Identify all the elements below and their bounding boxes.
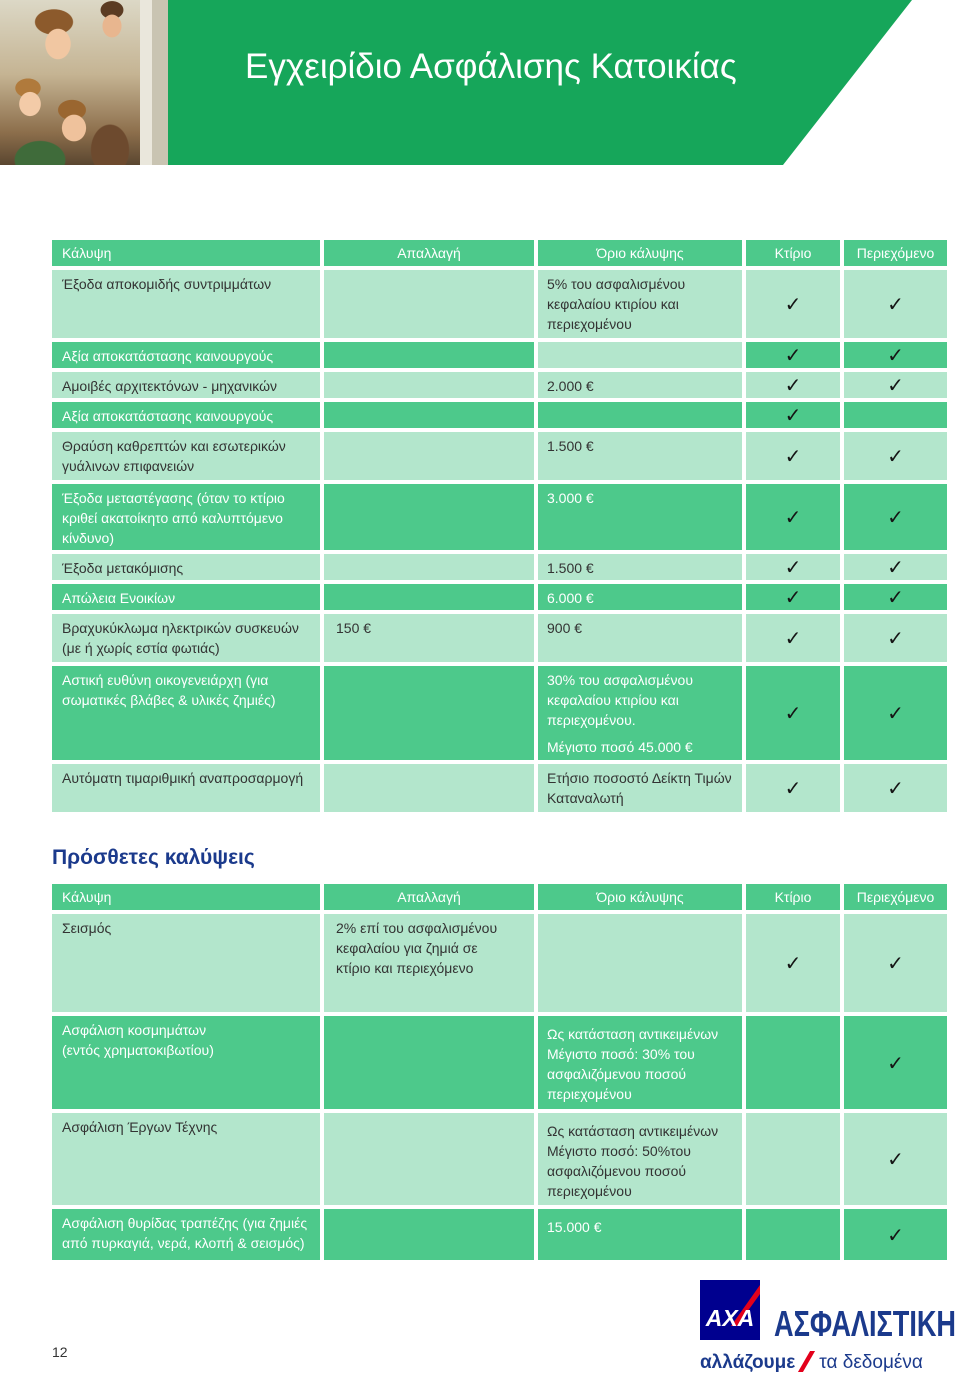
deductible-cell xyxy=(324,1209,534,1260)
contents-cell xyxy=(844,584,947,610)
building-cell xyxy=(746,270,840,338)
deductible-cell xyxy=(324,342,534,368)
contents-cell xyxy=(844,484,947,550)
building-cell xyxy=(746,584,840,610)
header-building: Κτίριο xyxy=(746,884,840,910)
coverage-cell: Σεισμός xyxy=(52,914,320,1012)
coverage-cell: Ασφάλιση κοσμημάτων (εντός χρηματοκιβωτίου) xyxy=(52,1016,320,1109)
limit-cell: 1.500 € xyxy=(538,432,742,480)
axa-logo xyxy=(700,1280,760,1340)
check-icon: ✓ xyxy=(784,505,802,529)
page-title: Εγχειρίδιο Ασφάλισης Κατοικίας xyxy=(245,47,737,86)
check-icon: ✓ xyxy=(887,1050,904,1075)
header-deductible: Απαλλαγή xyxy=(324,884,534,910)
check-icon: ✓ xyxy=(887,444,904,468)
contents-cell xyxy=(844,1016,947,1109)
coverage-cell: Αυτόματη τιμαριθμική αναπροσαρμογή xyxy=(52,764,320,812)
header-contents: Περιεχόμενο xyxy=(844,884,947,910)
building-cell xyxy=(746,342,840,368)
check-icon: ✓ xyxy=(887,951,904,975)
limit-cell xyxy=(538,914,742,1012)
brand-name-text: ΑΣΦΑΛΙΣΤΙΚΗ xyxy=(774,1306,956,1342)
coverage-cell: Βραχυκύκλωμα ηλεκτρικών συσκευών (με ή χωρίς εστία φωτιάς) xyxy=(52,614,320,662)
contents-cell xyxy=(844,914,947,1012)
limit-cell: 2.000 € xyxy=(538,372,742,398)
deductible-cell xyxy=(324,666,534,760)
building-cell xyxy=(746,914,840,1012)
check-icon: ✓ xyxy=(784,555,802,579)
limit-cell: Ως κατάσταση αντικειμένων Μέγιστο ποσό: 30% του ασφαλιζόμενου ποσού περιεχομένου xyxy=(538,1016,742,1109)
check-icon: ✓ xyxy=(887,1147,904,1171)
red-slash-icon xyxy=(798,1351,815,1372)
header-deductible: Απαλλαγή xyxy=(324,240,534,266)
building-cell xyxy=(746,554,840,580)
building-cell xyxy=(746,432,840,480)
coverage-cell: Έξοδα μετακόμισης xyxy=(52,554,320,580)
check-icon: ✓ xyxy=(784,373,802,397)
building-cell xyxy=(746,1016,840,1109)
contents-cell xyxy=(844,666,947,760)
limit-cell xyxy=(538,342,742,368)
coverage-cell: Απώλεια Ενοικίων xyxy=(52,584,320,610)
check-icon: ✓ xyxy=(784,585,802,609)
check-icon: ✓ xyxy=(887,292,904,316)
building-cell xyxy=(746,1209,840,1260)
header-contents: Περιεχόμενο xyxy=(844,240,947,266)
deductible-cell xyxy=(324,1113,534,1205)
limit-cell: 15.000 € xyxy=(538,1209,742,1260)
check-icon: ✓ xyxy=(887,1222,904,1247)
coverage-cell: Αμοιβές αρχιτεκτόνων - μηχανικών xyxy=(52,372,320,398)
check-icon: ✓ xyxy=(784,343,802,367)
contents-cell xyxy=(844,432,947,480)
section-title: Πρόσθετες καλύψεις xyxy=(52,846,255,869)
check-icon: ✓ xyxy=(784,403,802,427)
contents-cell xyxy=(844,1209,947,1260)
check-icon: ✓ xyxy=(784,776,802,800)
deductible-cell xyxy=(324,484,534,550)
header-coverage: Κάλυψη xyxy=(52,240,320,266)
contents-cell xyxy=(844,764,947,812)
coverage-cell: Θραύση καθρεπτών και εσωτερικών γυάλινων επιφανειών xyxy=(52,432,320,480)
deductible-cell xyxy=(324,402,534,428)
tagline-right: τα δεδομένα xyxy=(819,1352,923,1373)
limit-cell: Ως κατάσταση αντικειμένων Μέγιστο ποσό: 50%του ασφαλιζόμενου ποσού περιεχομένου xyxy=(538,1113,742,1205)
additional-coverage-table xyxy=(52,884,947,1260)
building-cell xyxy=(746,372,840,398)
contents-cell xyxy=(844,554,947,580)
limit-note: Μέγιστο ποσό 45.000 € xyxy=(547,739,693,755)
contents-cell xyxy=(844,1113,947,1205)
family-photo xyxy=(0,0,168,165)
deductible-cell xyxy=(324,372,534,398)
deductible-cell xyxy=(324,584,534,610)
header-limit: Όριο κάλυψης xyxy=(538,884,742,910)
check-icon: ✓ xyxy=(784,951,802,975)
building-cell xyxy=(746,484,840,550)
limit-cell xyxy=(538,402,742,428)
limit-cell: Ετήσιο ποσοστό Δείκτη Τιμών Καταναλωτή xyxy=(538,764,742,812)
check-icon: ✓ xyxy=(887,505,904,529)
building-cell xyxy=(746,764,840,812)
header-limit: Όριο κάλυψης xyxy=(538,240,742,266)
check-icon: ✓ xyxy=(784,701,802,725)
building-cell xyxy=(746,402,840,428)
axa-logo-text: AXA xyxy=(705,1305,755,1331)
coverage-cell: Αξία αποκατάστασης καινουργούς xyxy=(52,342,320,368)
limit-cell: 6.000 € xyxy=(538,584,742,610)
contents-cell xyxy=(844,372,947,398)
contents-cell xyxy=(844,270,947,338)
check-icon: ✓ xyxy=(784,626,802,650)
limit-cell: 3.000 € xyxy=(538,484,742,550)
check-icon: ✓ xyxy=(887,555,904,579)
page-number: 12 xyxy=(52,1344,68,1360)
limit-cell: 5% του ασφαλισμένου κεφαλαίου κτιρίου και περιεχομένου xyxy=(538,270,742,338)
coverage-table xyxy=(52,240,947,812)
check-icon: ✓ xyxy=(887,373,904,397)
check-icon: ✓ xyxy=(887,701,904,725)
limit-cell: 900 € xyxy=(538,614,742,662)
coverage-cell: Αξία αποκατάστασης καινουργούς xyxy=(52,402,320,428)
deductible-cell xyxy=(324,270,534,338)
check-icon: ✓ xyxy=(887,343,904,367)
coverage-cell: Ασφάλιση θυρίδας τραπέζης (για ζημιές από πυρκαγιά, νερά, κλοπή & σεισμός) xyxy=(52,1209,320,1260)
coverage-cell: Ασφάλιση Έργων Τέχνης xyxy=(52,1113,320,1205)
contents-cell xyxy=(844,342,947,368)
deductible-cell xyxy=(324,1016,534,1109)
coverage-cell: Αστική ευθύνη οικογενειάρχη (για σωματικές βλάβες & υλικές ζημιές) xyxy=(52,666,320,760)
brand-name xyxy=(774,1306,958,1342)
deductible-cell: 150 € xyxy=(324,614,534,662)
check-icon: ✓ xyxy=(887,626,904,650)
deductible-cell: 2% επί του ασφαλισμένου κεφαλαίου για ζημιά σε κτίριο και περιεχόμενο xyxy=(324,914,534,1012)
limit-text: 30% του ασφαλισμένου κεφαλαίου κτιρίου και περιεχομένου. xyxy=(547,672,693,728)
limit-cell xyxy=(538,666,742,760)
deductible-cell xyxy=(324,554,534,580)
building-cell xyxy=(746,614,840,662)
deductible-cell xyxy=(324,764,534,812)
contents-cell xyxy=(844,614,947,662)
tagline-left: αλλάζουμε xyxy=(700,1352,796,1373)
building-cell xyxy=(746,1113,840,1205)
coverage-cell: Έξοδα αποκομιδής συντριμμάτων xyxy=(52,270,320,338)
tagline xyxy=(700,1350,923,1376)
check-icon: ✓ xyxy=(784,292,802,316)
header-coverage: Κάλυψη xyxy=(52,884,320,910)
check-icon: ✓ xyxy=(887,776,904,800)
deductible-cell xyxy=(324,432,534,480)
check-icon: ✓ xyxy=(887,585,904,609)
header-building: Κτίριο xyxy=(746,240,840,266)
limit-cell: 1.500 € xyxy=(538,554,742,580)
check-icon: ✓ xyxy=(784,444,802,468)
contents-cell xyxy=(844,402,947,428)
coverage-cell: Έξοδα μεταστέγασης (όταν το κτίριο κριθεί ακατοίκητο από καλυπτόμενο κίνδυνο) xyxy=(52,484,320,550)
building-cell xyxy=(746,666,840,760)
